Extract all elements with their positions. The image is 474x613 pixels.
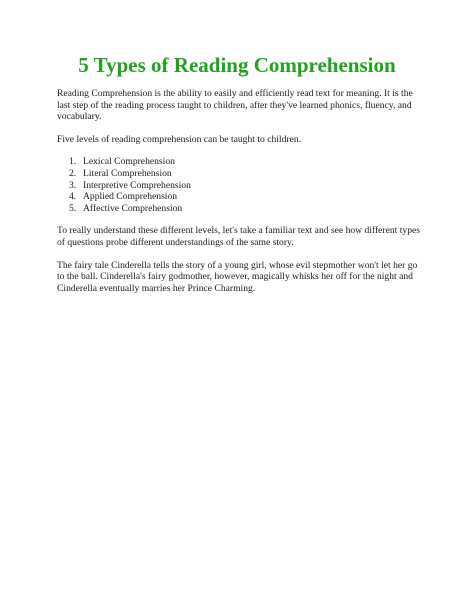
list-item — [57, 156, 422, 168]
list-item — [57, 203, 422, 215]
list-item-label: Interpretive Comprehension — [83, 179, 191, 191]
intro-paragraph: Reading Comprehension is the ability to easily and efficiently read text for meaning. It is the last step of the reading process taught to children, after they've learned phonics, fluency, and vocabulary. — [57, 88, 413, 123]
list-item — [57, 168, 422, 180]
levels-intro-paragraph: Five levels of reading comprehension can be taught to children. — [57, 133, 302, 145]
list-item-number: 3. — [69, 179, 77, 191]
list-item — [57, 180, 422, 192]
list-item-number: 4. — [69, 191, 77, 203]
list-item-number: 5. — [69, 202, 77, 214]
list-item-number: 2. — [69, 167, 77, 179]
list-item-label: Applied Comprehension — [83, 191, 178, 203]
list-item-label: Affective Comprehension — [83, 202, 183, 214]
list-item-label: Literal Comprehension — [83, 167, 172, 179]
comprehension-levels-list — [57, 156, 422, 214]
example-intro-paragraph: To really understand these different levels, let's take a familiar text and see how different types of questions probe different understandings of the same story. — [57, 225, 421, 248]
cinderella-paragraph: The fairy tale Cinderella tells the story of a young girl, whose evil stepmother won't let her go to the ball. Cinderella's fairy godmother, however, magically whisks her off for the night and Cinderella eventually marries her Prince Charming. — [57, 259, 418, 294]
list-item-label: Lexical Comprehension — [83, 156, 175, 168]
document-body — [57, 88, 422, 294]
list-item-number: 1. — [69, 156, 77, 168]
page-title: 5 Types of Reading Comprehension — [78, 53, 396, 77]
list-item — [57, 191, 422, 203]
